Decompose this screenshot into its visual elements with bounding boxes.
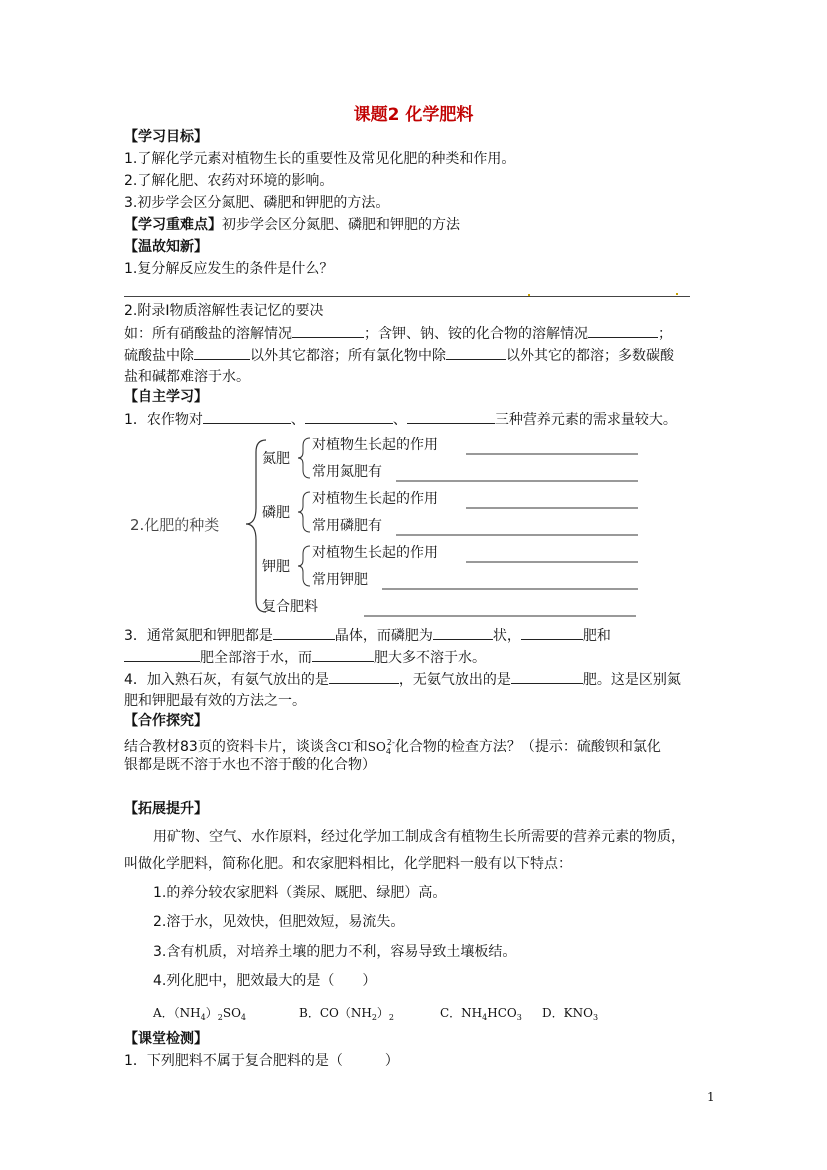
option-text: A．（NH — [153, 1006, 201, 1020]
review-line5: 盐和碱都难溶于水。 — [124, 369, 250, 385]
key-points-heading: 【学习重难点】 — [124, 217, 222, 233]
check-heading: 【课堂检测】 — [124, 1031, 208, 1047]
potassium-row-common: 常用钾肥 — [312, 572, 368, 588]
speck — [676, 293, 678, 295]
text-segment: 肥大多不溶于水。 — [374, 650, 486, 666]
subscript: 3 — [592, 1013, 599, 1022]
text-segment: 结合教材83页的资料卡片，谈谈含 — [124, 739, 338, 755]
key-points — [124, 216, 460, 234]
extend-point-4: 4.列化肥中，肥效最大的是（ ） — [153, 973, 377, 989]
text-segment: 化合物的检查方法？（提示：硫酸钡和氯化 — [394, 739, 661, 755]
page-number: 1 — [707, 1090, 715, 1104]
text-segment: 肥和 — [582, 628, 611, 644]
phosphorus-row-role: 对植物生长起的作用 — [312, 491, 438, 507]
compound-fertilizer-label: 复合肥料 — [262, 599, 318, 615]
text-segment: 如：所有硝酸盐的溶解情况 — [124, 326, 292, 342]
extend-point-1: 1.的养分较农家肥料（粪尿、厩肥、绿肥）高。 — [153, 885, 447, 901]
text-segment: ；含钾、钠、铵的化合物的溶解情况 — [364, 326, 588, 342]
self-study-q1 — [124, 410, 677, 429]
goal-item-3: 3.初步学会区分氮肥、磷肥和钾肥的方法。 — [124, 195, 390, 211]
chem-cl: Cl — [337, 740, 351, 754]
self-study-q3-line1 — [124, 626, 611, 645]
fill-blank[interactable] — [203, 410, 291, 424]
cooperate-heading: 【合作探究】 — [124, 713, 208, 729]
fill-blank[interactable] — [511, 670, 583, 684]
subscript: 2 — [217, 1013, 223, 1022]
option-text: SO — [222, 1006, 241, 1020]
option-text: B．CO（NH — [299, 1006, 372, 1020]
potassium-row-role: 对植物生长起的作用 — [312, 545, 438, 561]
fill-blank[interactable] — [588, 324, 658, 338]
superscript: - — [350, 738, 354, 747]
text-segment: 硫酸盐中除 — [124, 348, 194, 364]
subscript: 2 — [371, 1013, 377, 1022]
review-line3 — [124, 324, 672, 343]
text-segment: 三种营养元素的需求量较大。 — [494, 412, 677, 428]
subscript: 4 — [482, 1013, 488, 1022]
group-label-phosphorus: 磷肥 — [262, 505, 290, 521]
fill-blank[interactable] — [124, 648, 200, 662]
chem-so4: SO — [367, 740, 386, 754]
option-text: C．NH — [440, 1006, 483, 1020]
extend-para-line1: 用矿物、空气、水作原料，经过化学加工制成含有植物生长所需要的营养元素的物质， — [153, 829, 685, 845]
phosphorus-row-common: 常用磷肥有 — [312, 518, 382, 534]
fill-blank[interactable] — [433, 626, 493, 640]
check-q1: 1．下列肥料不属于复合肥料的是（ ） — [124, 1053, 399, 1069]
fill-blank[interactable] — [273, 626, 335, 640]
diagram-root-label: 2.化肥的种类 — [130, 516, 220, 534]
subscript: 4 — [385, 747, 391, 756]
text-segment: 肥全部溶于水，而 — [200, 650, 312, 666]
review-q2: 2.附录I物质溶解性表记忆的要决 — [124, 303, 324, 319]
text-segment: 3．通常氮肥和钾肥都是 — [124, 628, 273, 644]
text-segment: 和 — [353, 739, 368, 755]
goals-heading: 【学习目标】 — [124, 129, 208, 145]
self-study-q4-line2: 肥和钾肥最有效的方法之一。 — [124, 693, 306, 709]
self-study-heading: 【自主学习】 — [124, 389, 208, 405]
extend-point-3: 3.含有机质，对培养土壤的肥力不利，容易导致土壤板结。 — [153, 944, 517, 960]
speck — [528, 294, 530, 296]
fill-blank[interactable] — [312, 648, 374, 662]
subscript: 4 — [200, 1013, 206, 1022]
option-a[interactable] — [153, 1004, 246, 1027]
text-segment: ； — [658, 326, 672, 342]
review-line4 — [124, 346, 674, 365]
answer-line — [124, 296, 690, 297]
text-segment: 以外其它的都溶；多数碳酸 — [506, 348, 674, 364]
option-text: ） — [205, 1006, 218, 1020]
extend-point-2: 2.溶于水，见效快，但肥效短，易流失。 — [153, 914, 405, 930]
review-q1: 1.复分解反应发生的条件是什么？ — [124, 261, 334, 277]
text-segment: 以外其它都溶；所有氯化物中除 — [250, 348, 446, 364]
group-label-nitrogen: 氮肥 — [262, 451, 290, 467]
text-segment: 、 — [290, 412, 305, 428]
subscript: 4 — [240, 1013, 246, 1022]
text-segment: 1．农作物对 — [124, 412, 203, 428]
fill-blank[interactable] — [292, 324, 364, 338]
fill-blank[interactable] — [407, 410, 495, 424]
text-segment: ，无氨气放出的是 — [398, 672, 511, 688]
nitrogen-row-common: 常用氮肥有 — [312, 464, 382, 480]
text-segment: 、 — [392, 412, 407, 428]
self-study-q3-line2 — [124, 648, 486, 667]
option-d[interactable] — [542, 1004, 598, 1027]
option-b[interactable] — [299, 1004, 394, 1027]
text-segment: 4．加入熟石灰，有氨气放出的是 — [124, 672, 329, 688]
goal-item-2: 2.了解化肥、农药对环境的影响。 — [124, 173, 334, 189]
cooperate-line2: 银都是既不溶于水也不溶于酸的化合物） — [124, 757, 376, 773]
fill-blank[interactable] — [329, 670, 399, 684]
fill-blank[interactable] — [194, 346, 250, 360]
option-text: D．KNO — [542, 1006, 593, 1020]
extend-heading: 【拓展提升】 — [124, 801, 208, 817]
review-heading: 【温故知新】 — [124, 239, 208, 255]
text-segment: 晶体，而磷肥为 — [334, 628, 433, 644]
fill-blank[interactable] — [521, 626, 583, 640]
subscript: 2 — [388, 1013, 395, 1022]
key-points-text: 初步学会区分氮肥、磷肥和钾肥的方法 — [222, 217, 460, 233]
goal-item-1: 1.了解化学元素对植物生长的重要性及常见化肥的种类和作用。 — [124, 151, 516, 167]
text-segment: 肥。这是区别氮 — [582, 672, 681, 688]
text-segment: 状， — [492, 628, 521, 644]
self-study-q4-line1 — [124, 670, 681, 689]
page-title: 课题2 化学肥料 — [353, 105, 474, 125]
option-text: HCO — [487, 1006, 517, 1020]
superscript: 2- — [386, 738, 395, 747]
group-label-potassium: 钾肥 — [262, 559, 290, 575]
nitrogen-row-role: 对植物生长起的作用 — [312, 437, 438, 453]
fill-blank[interactable] — [446, 346, 506, 360]
extend-para-line2: 叫做化学肥料，简称化肥。和农家肥料相比，化学肥料一般有以下特点： — [124, 856, 572, 872]
fill-blank[interactable] — [305, 410, 393, 424]
subscript: 3 — [516, 1013, 522, 1022]
option-text: ） — [376, 1006, 389, 1020]
option-c[interactable] — [440, 1004, 522, 1027]
